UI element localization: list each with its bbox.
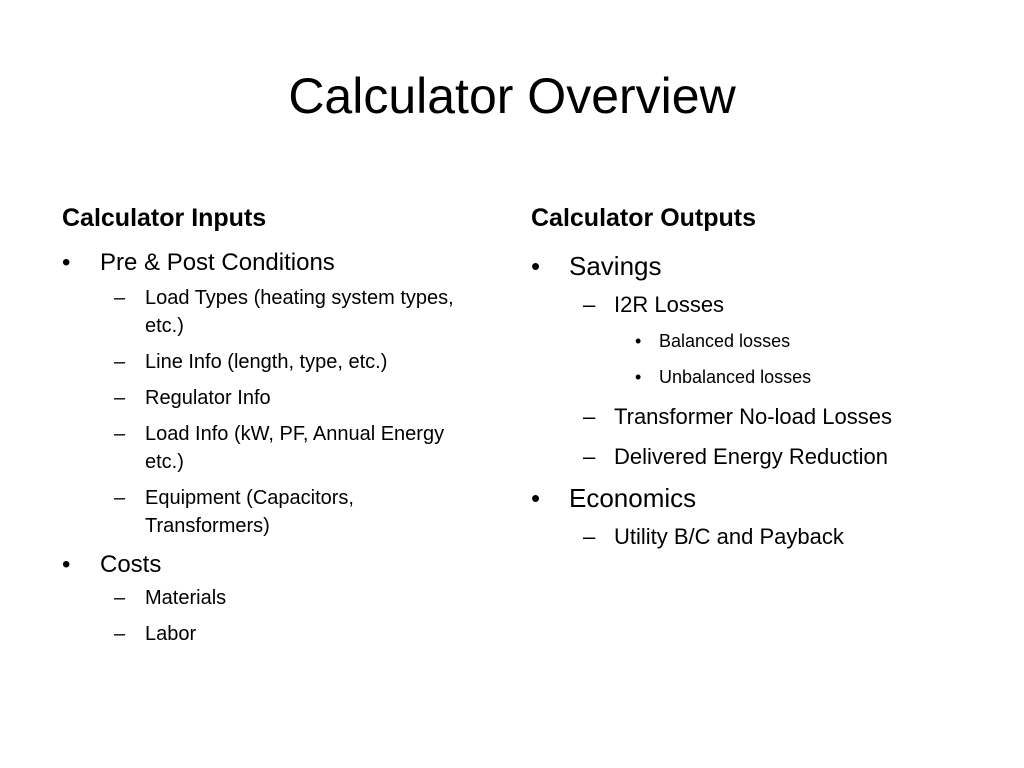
sub-sub-list-item-label: Balanced losses [659,331,791,351]
list-item-label: Economics [569,483,697,513]
dash-icon: – [583,444,596,469]
sub-list-item-label: I2R Losses [614,292,725,317]
sub-list-item-label: Delivered Energy Reduction [614,444,888,469]
list-item-label: Costs [100,551,162,578]
outputs-column [531,200,971,552]
sub-list-item-label: Load Info (kW, PF, Annual Energy etc.) [145,423,445,473]
dash-icon: – [114,487,126,509]
inputs-column [62,200,482,648]
dash-icon: – [583,404,596,429]
dash-icon: – [114,387,126,409]
sub-list-item [531,522,971,552]
sub-list-item-label: Equipment (Capacitors, Transformers) [145,487,354,537]
bullet-icon: • [62,551,71,578]
sub-list-item [62,348,482,376]
slide-title: Calculator Overview [288,68,736,124]
sub-list-item [62,620,482,648]
dash-icon: – [114,623,126,645]
sub-list-item [62,484,482,540]
sub-list-item-label: Labor [145,623,197,645]
sub-list-item [62,284,482,340]
dash-icon: – [583,292,596,317]
dash-icon: – [114,423,126,445]
dash-icon: – [114,287,126,309]
sub-sub-list-item [531,364,971,390]
sub-list-item [62,420,482,476]
list-item [62,248,482,278]
sub-sub-list-item [531,328,971,354]
dash-icon: – [583,524,596,549]
dash-icon: – [114,351,126,373]
bullet-icon: • [62,249,71,276]
sub-list-item-label: Materials [145,587,227,609]
sub-list-item [62,584,482,612]
sub-list-item [531,402,971,432]
bullet-icon: • [531,483,541,513]
dash-icon: – [114,587,126,609]
inputs-heading: Calculator Inputs [62,204,267,232]
list-item [531,482,971,514]
list-item [531,250,971,282]
bullet-icon: • [635,331,642,351]
list-item-label: Pre & Post Conditions [100,249,335,276]
sub-sub-list-item-label: Unbalanced losses [659,367,812,387]
sub-list-item [531,290,971,320]
sub-list-item-label: Utility B/C and Payback [614,524,844,549]
sub-list-item-label: Transformer No-load Losses [614,404,892,429]
list-item [62,550,482,580]
bullet-icon: • [531,251,541,281]
sub-list-item [62,384,482,412]
sub-list-item-label: Load Types (heating system types, etc.) [145,287,454,337]
sub-list-item [531,442,971,472]
sub-list-item-label: Line Info (length, type, etc.) [145,351,388,373]
sub-list-item-label: Regulator Info [145,387,271,409]
outputs-heading: Calculator Outputs [531,204,757,232]
bullet-icon: • [635,367,642,387]
list-item-label: Savings [569,251,662,281]
